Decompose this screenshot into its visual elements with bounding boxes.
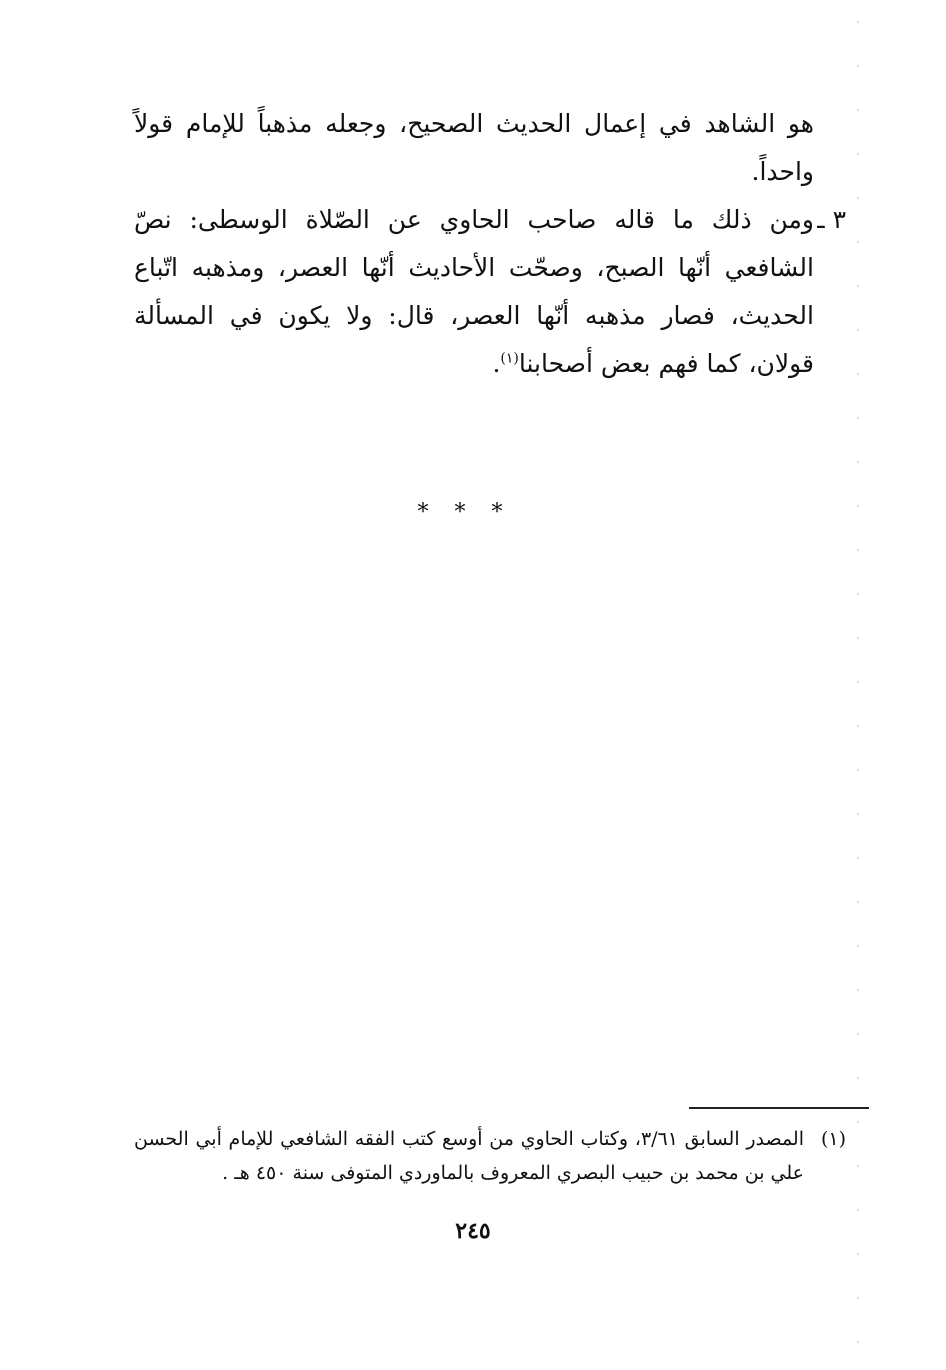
footnote-number: (١): [820, 1128, 846, 1150]
paragraph-1: [134, 100, 814, 196]
footnote-reference: (١): [500, 350, 519, 367]
paragraph-2-text: ومن ذلك ما قاله صاحب الحاوي عن الصّلاة الوسطى: نصّ الشافعي أنّها الصبح، وصحّت الأحاديث أنّها العصر، ومذهبه اتّباع الحديث، فصار مذهبه أنّها العصر، قال: ولا يكون في المسألة قولان، كما فهم بعض أصحابنا: [134, 205, 814, 378]
footnote-text: المصدر السابق ٣/٦١، وكتاب الحاوي من أوسع كتب الفقه الشافعي للإمام أبي الحسن علي بن محمد بن حبيب البصري المعروف بالماوردي المتوفى سنة ٤٥٠ هـ .: [134, 1128, 804, 1184]
paragraph-2-end: .: [492, 349, 501, 378]
paragraph-1-text: هو الشاهد في إعمال الحديث الصحيح، وجعله مذهباً للإمام قولاً واحداً.: [134, 109, 814, 186]
section-separator: ***: [417, 500, 529, 525]
footnote-divider: [689, 1107, 869, 1109]
page-number: ٢٤٥: [455, 1218, 491, 1244]
scan-margin-dots: [856, 0, 860, 1370]
footnote: [134, 1122, 846, 1190]
paragraph-2: [134, 196, 846, 388]
paragraph-2-body: [134, 196, 814, 388]
list-number: ٣ ـ: [817, 205, 846, 234]
